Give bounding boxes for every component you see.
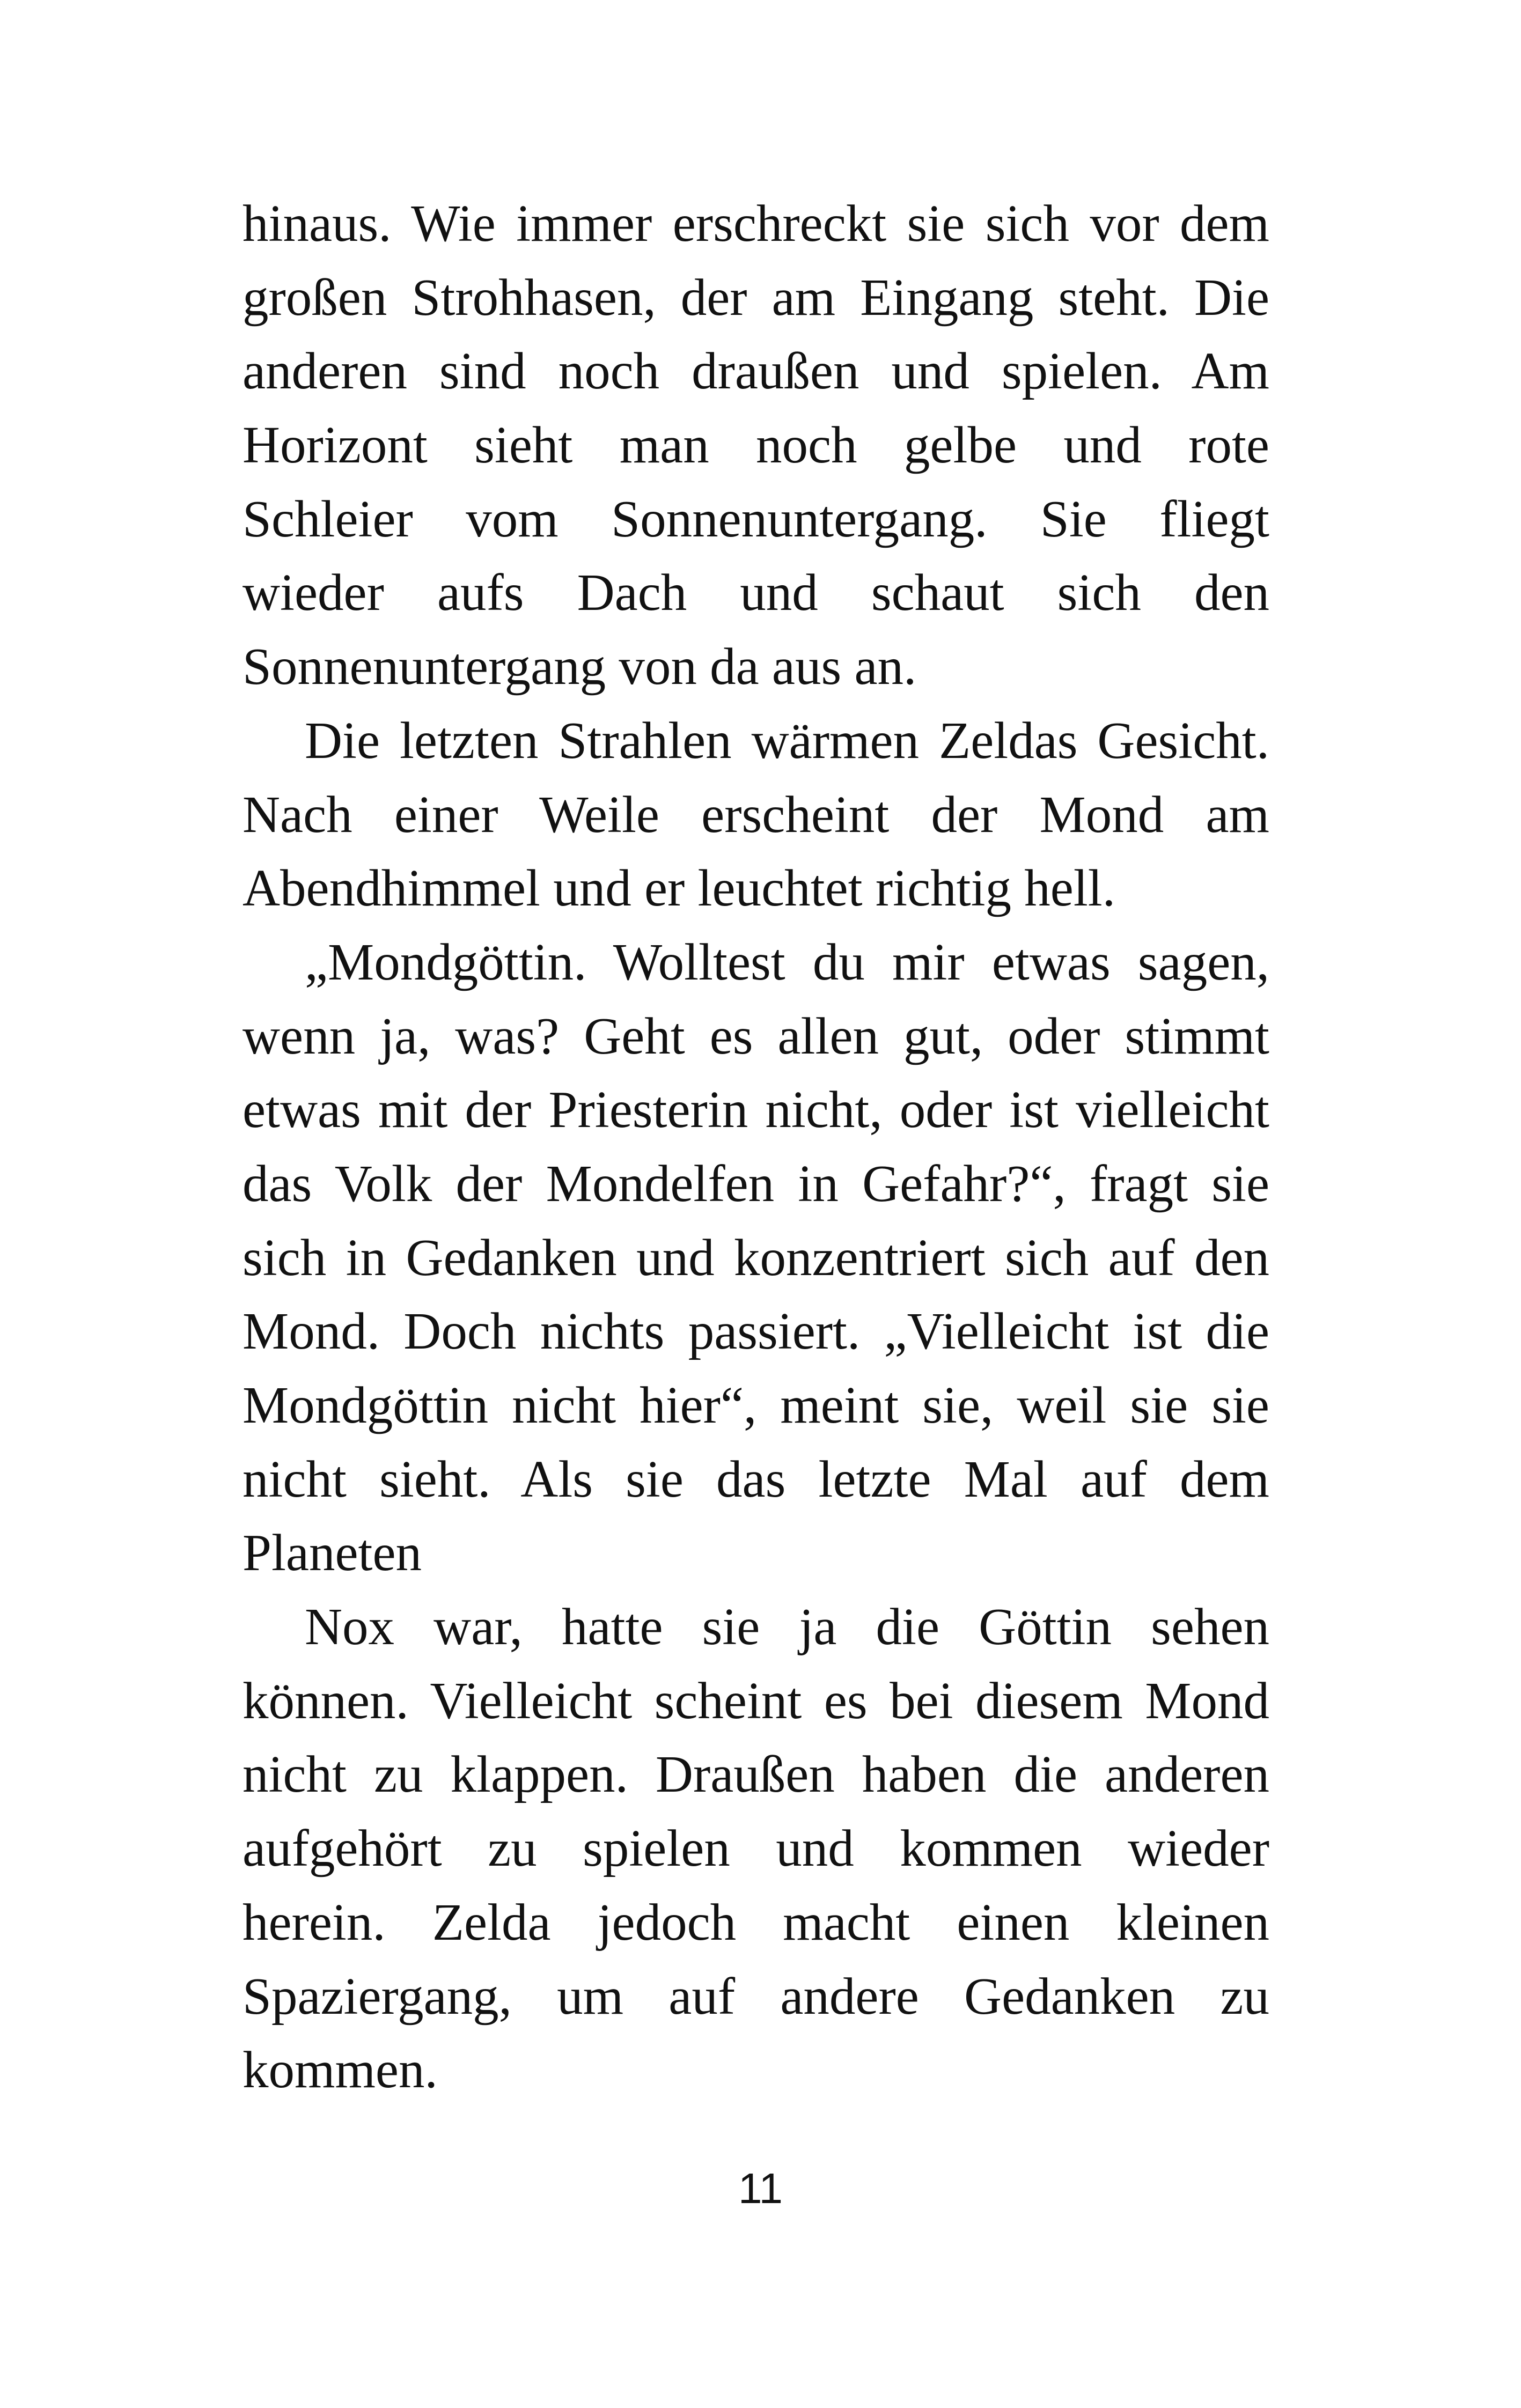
text-line: Mondgöttin nicht hier“, meint sie, weil sie sie — [243, 1376, 1269, 1434]
text-line: Planeten — [243, 1524, 422, 1582]
text-line: großen Strohhasen, der am Eingang steht. Die — [243, 268, 1269, 326]
text-line: wenn ja, was? Geht es allen gut, oder stimmt — [243, 1007, 1269, 1065]
text-line: können. Vielleicht scheint es bei diesem Mond — [243, 1671, 1269, 1729]
text-line: nicht zu klappen. Draußen haben die anderen — [243, 1746, 1269, 1803]
text-line: das Volk der Mondelfen in Gefahr?“, fragt sie — [243, 1154, 1269, 1212]
paragraph — [243, 187, 1269, 704]
paragraph — [243, 1590, 1269, 2107]
body-text — [243, 187, 1269, 2107]
text-line: anderen sind noch draußen und spielen. Am — [243, 342, 1269, 400]
text-line: Spaziergang, um auf andere Gedanken zu — [243, 1967, 1269, 2025]
text-line: Nox war, hatte sie ja die Göttin sehen — [305, 1598, 1269, 1656]
page-number: 11 — [738, 2164, 783, 2212]
text-line: Horizont sieht man noch gelbe und rote — [243, 416, 1269, 474]
text-line: kommen. — [243, 2041, 438, 2099]
text-line: hinaus. Wie immer erschreckt sie sich vor dem — [243, 195, 1269, 252]
text-line: Abendhimmel und er leuchtet richtig hell. — [243, 859, 1115, 917]
text-line: sich in Gedanken und konzentriert sich auf den — [243, 1228, 1269, 1286]
text-line: Schleier vom Sonnenuntergang. Sie fliegt — [243, 490, 1269, 548]
paragraph — [243, 704, 1269, 925]
text-line: etwas mit der Priesterin nicht, oder ist vielleicht — [243, 1081, 1269, 1139]
text-line: „Mondgöttin. Wolltest du mir etwas sagen, — [305, 933, 1269, 991]
text-line: aufgehört zu spielen und kommen wieder — [243, 1820, 1269, 1877]
text-line: Nach einer Weile erscheint der Mond am — [243, 785, 1269, 843]
text-line: Die letzten Strahlen wärmen Zeldas Gesicht. — [305, 711, 1269, 769]
text-line: herein. Zelda jedoch macht einen kleinen — [243, 1893, 1269, 1951]
paragraph — [243, 925, 1269, 1590]
text-line: wieder aufs Dach und schaut sich den — [243, 564, 1269, 622]
text-line: nicht sieht. Als sie das letzte Mal auf dem — [243, 1450, 1269, 1508]
text-line: Mond. Doch nichts passiert. „Vielleicht ist die — [243, 1302, 1269, 1360]
text-line: Sonnenuntergang von da aus an. — [243, 638, 917, 696]
